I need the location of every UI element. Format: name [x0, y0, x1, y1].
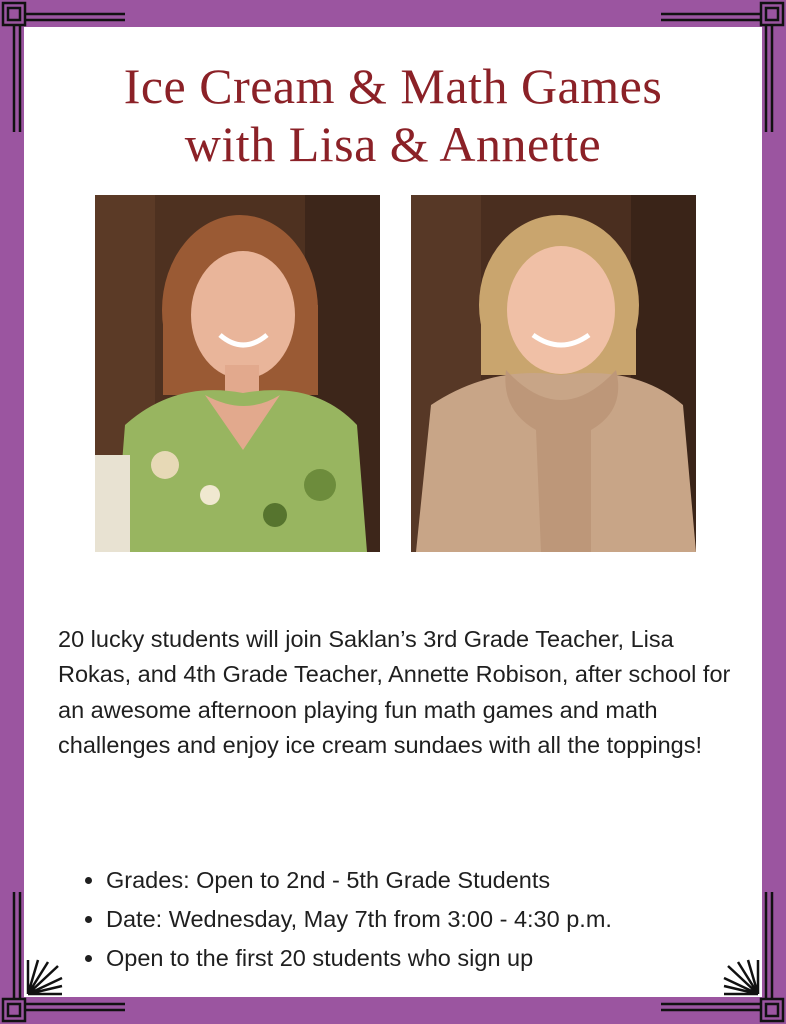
corner-ornament-bottom-left: [0, 889, 128, 1024]
event-description: 20 lucky students will join Saklan’s 3rd Grade Teacher, Lisa Rokas, and 4th Grade Teacher, Annette Robison, after school for an awesome afternoon playing fun math games and math challenges and enjoy ice cream sundaes with all the toppings!: [58, 625, 731, 758]
detail-availability: • Open to the first 20 students who sign up: [106, 939, 786, 978]
photo-annette-robison: [411, 195, 696, 552]
flyer-title: [24, 57, 762, 173]
flyer-card: [24, 27, 762, 997]
title-line-2: with Lisa & Annette: [184, 116, 602, 172]
title-line-1: Ice Cream & Math Games: [123, 58, 663, 114]
corner-ornament-bottom-right: [658, 889, 786, 1024]
detail-grades: • Grades: Open to 2nd - 5th Grade Students: [106, 861, 786, 900]
detail-date: • Date: Wednesday, May 7th from 3:00 - 4:30 p.m.: [106, 900, 786, 939]
photo-lisa-rokas: [95, 195, 380, 552]
